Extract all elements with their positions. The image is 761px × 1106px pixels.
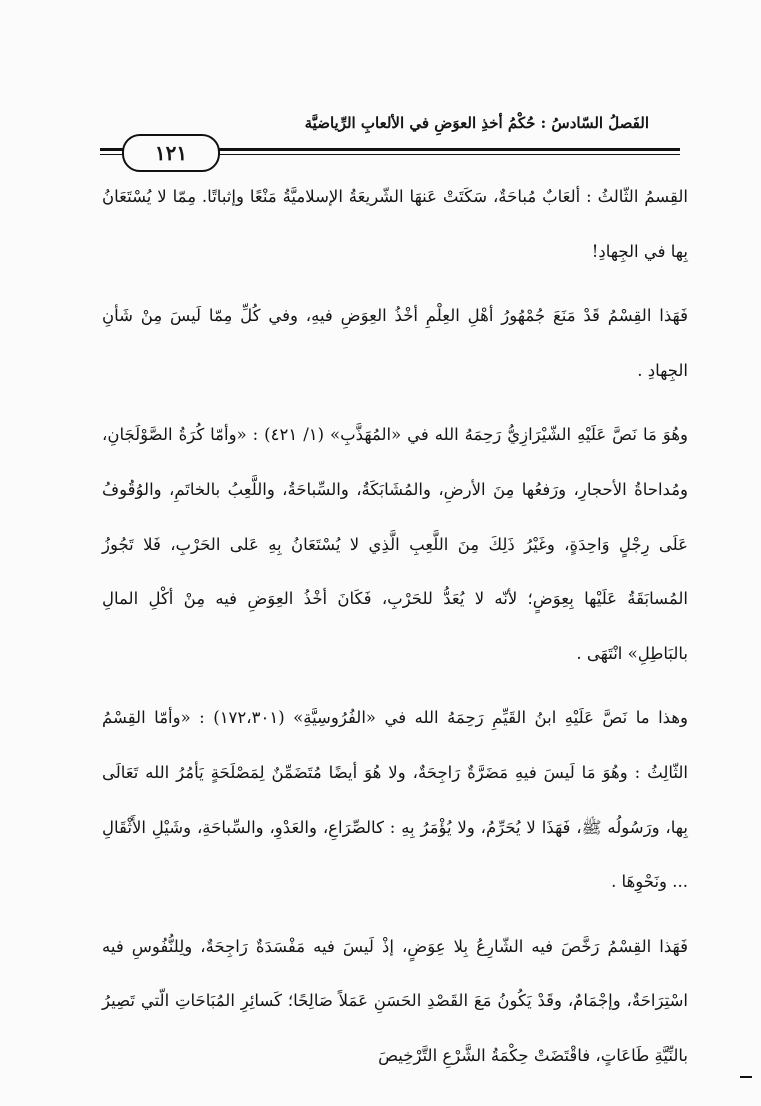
running-title: الفَصلُ السّادسُ : حُكْمُ أخذِ العوَضِ في الألعابِ الرِّياضيَّة: [304, 114, 649, 132]
page-number: ١٢١: [122, 134, 220, 172]
paragraph: فَهَذا القِسْمُ رَخَّصَ فيه الشّارِعُ بِلا عِوَضٍ، إذْ لَيسَ فيه مَفْسَدَةٌ رَاجِحَةٌ، ولِلنُّفُوسِ فيه اسْتِرَاحَةٌ، وإجْمَامٌ، وقَدْ يَكُونُ مَعَ القَصْدِ الحَسَنِ عَمَلاً صَالِحًا؛ كَسائِرِ المُبَاحَاتِ الّتي تَصِيرُ بالنِّيَّةِ طَاعَاتٍ، فاقْتَضَتْ حِكْمَةُ الشَّرْعِ التَّرْخِيصَ: [102, 936, 688, 1065]
paragraph: القِسمُ الثّالثُ : ألعَابٌ مُباحَةٌ، سَكَتَتْ عَنهَا الشّريعَةُ الإسلاميَّةُ مَنْعًا وإثباتًا. مِمّا لا يُسْتَعَانُ بِها في الجِهادِ!: [102, 187, 688, 261]
body-text: [102, 170, 688, 1092]
paragraph: فَهَذا القِسْمُ قَدْ مَنَعَ جُمْهُورُ أهْلِ العِلْمِ أخْذُ العِوَضِ فيهِ، وفي كُلِّ مِمّا لَيسَ مِنْ شَأنِ الجِهادِ .: [102, 306, 688, 380]
paragraph: وهذا ما نَصَّ عَلَيْهِ ابنُ القَيِّمِ رَحِمَهُ الله في «الفُرُوسِيَّةِ» (١٧٢،٣٠١) : «وأمّا القِسْمُ الثّالِثُ : وهُوَ مَا لَيسَ فيهِ مَضَرَّةٌ رَاجِحَةٌ، ولا هُوَ أيضًا مُتَضَمِّنٌ لِمَصْلَحَةٍ يَأمُرُ الله تَعَالَى بِها، ورَسُولُه ﷺ، فَهَذَا لا يُحَرِّمُ، ولا يُؤْمَرُ بِهِ : كالصِّرَاعِ، والعَدْوِ، والسِّباحَةِ، وشَيْلِ الأَثْقَالِ ... ونَحْوِهَا .: [102, 708, 689, 892]
paragraph: وهُوَ مَا نَصَّ عَلَيْهِ الشّيْرَازِيُّ رَحِمَهُ الله في «المُهَذَّبِ» (١/ ٤٢١) : «وأمّا كُرَةُ الصَّوْلَجَانِ، ومُداحاةُ الأحجارِ، ورَفعُها مِنَ الأرضِ، والمُشَابَكَةُ، والسِّباحَةُ، واللَّعِبُ بالخاتَمِ، والوُقُوفُ عَلَى رِجْلٍ وَاحِدَةٍ، وغَيْرُ ذَلِكَ مِنَ اللَّعِبِ الَّذِي لا يُسْتَعَانُ بِهِ عَلى الحَرْبِ، فَلا تَجُوزُ المُسابَقَةُ عَلَيْها بِعِوَضٍ؛ لأنّه لا يُعَدُّ للحَرْبِ، فَكَانَ أخْذُ العِوَضِ فيه مِنْ أكْلِ المالِ بالبَاطِلِ» انْتَهَى .: [102, 425, 689, 663]
page-corner-mark: [740, 1076, 752, 1078]
